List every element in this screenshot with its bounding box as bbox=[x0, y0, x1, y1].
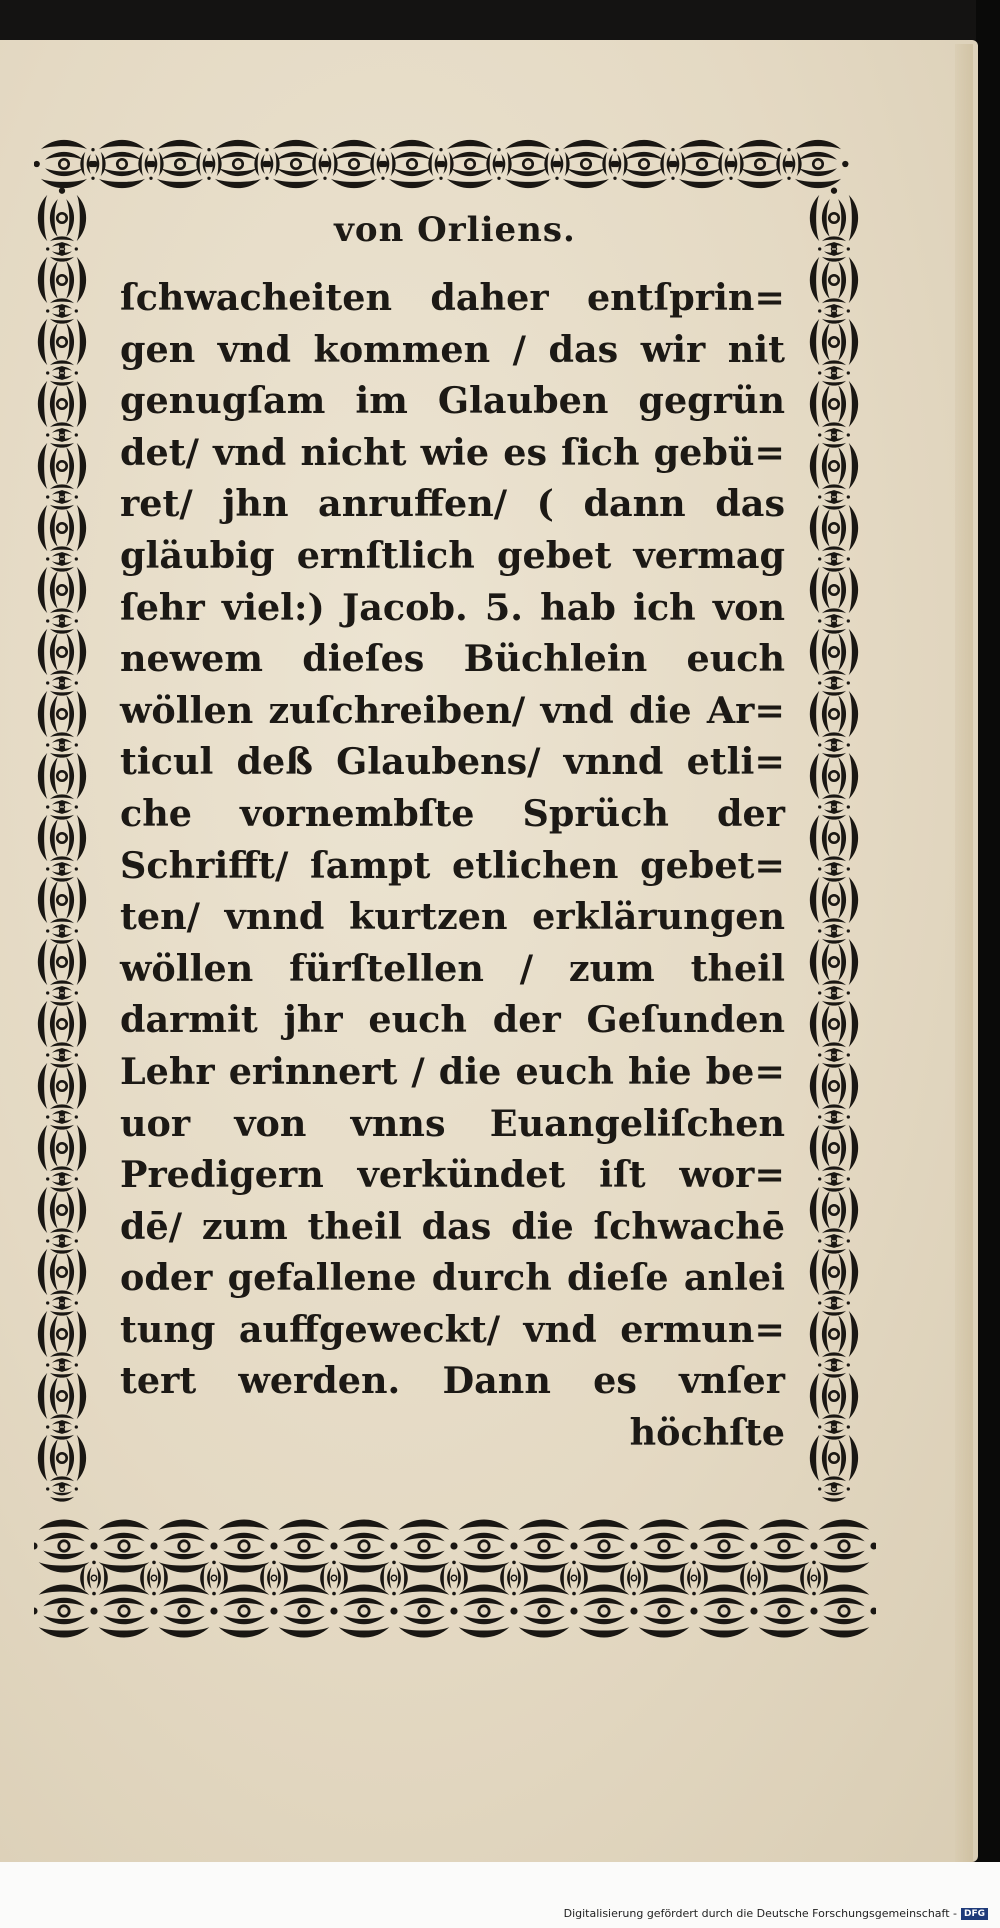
ornament-motif bbox=[571, 1585, 638, 1638]
ornament-motif bbox=[91, 1520, 158, 1573]
ornament-motif bbox=[46, 484, 78, 509]
scan-background-right bbox=[976, 0, 1000, 1928]
text-line: darmit jhr euch der Geſunden bbox=[120, 998, 785, 1042]
ornament-motif bbox=[451, 1585, 518, 1638]
ornament-motif bbox=[46, 1414, 78, 1439]
ornament-motif bbox=[818, 980, 850, 1005]
text-line: newem dieſes Büchlein euch bbox=[120, 637, 785, 681]
ornament-motif bbox=[46, 732, 78, 757]
ornament-motif bbox=[818, 1104, 850, 1129]
ornament-motif bbox=[324, 140, 385, 188]
ornament-motif bbox=[46, 980, 78, 1005]
ornament-motif bbox=[818, 1166, 850, 1191]
ornament-motif bbox=[818, 608, 850, 633]
ornament-motif bbox=[46, 1290, 78, 1315]
ornament-motif bbox=[751, 1585, 818, 1638]
ornament-motif bbox=[818, 422, 850, 447]
ornament-motif bbox=[818, 856, 850, 881]
text-line: genugſam im Glauben gegrün bbox=[120, 379, 785, 423]
ornament-motif bbox=[440, 140, 501, 188]
ornament-motif bbox=[46, 298, 78, 323]
text-line: Lehr erinnert / die euch hie be= bbox=[120, 1049, 785, 1093]
text-line: oder gefallene durch dieſe anlei bbox=[120, 1256, 785, 1300]
ornament-motif bbox=[391, 1520, 458, 1573]
ornament-motif bbox=[331, 1585, 398, 1638]
text-line: che vornembſte Sprüch der bbox=[120, 791, 785, 835]
ornament-motif bbox=[730, 140, 791, 188]
ornament-motif bbox=[614, 140, 675, 188]
ornament-motif bbox=[818, 670, 850, 695]
ornament-motif bbox=[46, 1228, 78, 1253]
ornament-motif bbox=[498, 140, 559, 188]
ornament-motif bbox=[211, 1520, 278, 1573]
text-line: tert werden. Dann es vnſer bbox=[120, 1359, 785, 1403]
ornament-motif bbox=[46, 1166, 78, 1191]
ornament-motif bbox=[818, 1352, 850, 1377]
text-line: ret/ jhn anruffen/ ( dann das bbox=[120, 482, 785, 526]
ornament-motif bbox=[391, 1585, 458, 1638]
ornament-motif bbox=[818, 236, 850, 261]
ornament-motif bbox=[46, 794, 78, 819]
ornament-motif bbox=[818, 1042, 850, 1067]
text-line: Predigern verkündet iſt wor= bbox=[120, 1153, 785, 1197]
text-line: ticul deß Glaubens/ vnnd etli= bbox=[120, 740, 785, 784]
ornament-motif bbox=[751, 1520, 818, 1573]
page-edge-shadow bbox=[955, 44, 973, 1862]
ornament-motif bbox=[271, 1520, 338, 1573]
ornament-motif bbox=[46, 546, 78, 571]
text-line: det/ vnd nicht wie es ſich gebü= bbox=[120, 430, 785, 474]
text-line: dē/ zum theil das die ſchwachē bbox=[120, 1204, 785, 1248]
ornament-motif bbox=[818, 546, 850, 571]
ornament-motif bbox=[631, 1585, 698, 1638]
footer-credit-text: Digitalisierung gefördert durch die Deutsche Forschungsgemeinschaft - bbox=[563, 1907, 957, 1920]
ornament-motif bbox=[811, 1585, 876, 1638]
ornament-motif bbox=[46, 422, 78, 447]
ornament-motif bbox=[818, 794, 850, 819]
ornament-motif bbox=[818, 484, 850, 509]
ornament-motif bbox=[92, 140, 153, 188]
digitization-footer bbox=[0, 1862, 1000, 1928]
ornament-motif bbox=[818, 1414, 850, 1439]
ornament-motif bbox=[631, 1520, 698, 1573]
text-line: ſehr viel:) Jacob. 5. hab ich von bbox=[120, 585, 785, 629]
ornament-motif bbox=[271, 1585, 338, 1638]
ornament-motif bbox=[208, 140, 269, 188]
ornament-motif bbox=[818, 360, 850, 385]
ornament-motif bbox=[811, 1520, 876, 1573]
ornament-motif bbox=[91, 1585, 158, 1638]
text-line: Schrifft/ ſampt etlichen gebet= bbox=[120, 843, 785, 887]
ornament-motif bbox=[46, 670, 78, 695]
ornament-motif bbox=[46, 1476, 78, 1501]
ornament-motif bbox=[818, 298, 850, 323]
ornament-motif bbox=[46, 1104, 78, 1129]
ornament-motif bbox=[672, 140, 733, 188]
ornament-motif bbox=[46, 236, 78, 261]
ornament-motif bbox=[34, 1585, 97, 1638]
ornament-motif bbox=[46, 1042, 78, 1067]
text-line: wöllen fürſtellen / zum theil bbox=[120, 946, 785, 990]
ornament-motif bbox=[46, 918, 78, 943]
text-line: gläubig ernſtlich gebet vermag bbox=[120, 533, 785, 577]
text-line: gen vnd kommen / das wir nit bbox=[120, 327, 785, 371]
ornament-motif bbox=[151, 1585, 218, 1638]
text-line: uor von vnns Euangeliſchen bbox=[120, 1101, 785, 1145]
ornament-motif bbox=[818, 918, 850, 943]
ornament-motif bbox=[511, 1520, 578, 1573]
ornament-motif bbox=[818, 1290, 850, 1315]
ornament-motif bbox=[46, 856, 78, 881]
ornament-motif bbox=[331, 1520, 398, 1573]
ornament-motif bbox=[818, 1228, 850, 1253]
body-text bbox=[120, 272, 785, 1459]
scan-background-top bbox=[0, 0, 1000, 44]
text-line: tung auffgeweckt/ vnd ermun= bbox=[120, 1307, 785, 1351]
running-header: von Orliens. bbox=[334, 210, 576, 250]
ornament-motif bbox=[451, 1520, 518, 1573]
text-line: ſchwacheiten daher entſprin= bbox=[120, 276, 785, 319]
ornament-motif bbox=[691, 1520, 758, 1573]
ornament-motif bbox=[818, 1476, 850, 1501]
ornament-motif bbox=[556, 140, 617, 188]
ornament-motif bbox=[571, 1520, 638, 1573]
text-line: ten/ vnnd kurtzen erklärungen bbox=[120, 895, 785, 939]
ornament-motif bbox=[511, 1585, 578, 1638]
text-line: wöllen zuſchreiben/ vnd die Ar= bbox=[120, 688, 785, 732]
ornament-motif bbox=[788, 140, 849, 188]
ornament-motif bbox=[266, 140, 327, 188]
ornament-motif bbox=[34, 140, 94, 188]
catchword: höchſte bbox=[629, 1411, 785, 1455]
ornament-motif bbox=[46, 608, 78, 633]
ornament-motif bbox=[46, 1352, 78, 1377]
dfg-logo: DFG bbox=[961, 1908, 988, 1920]
ornament-motif bbox=[46, 360, 78, 385]
ornament-motif bbox=[211, 1585, 278, 1638]
ornament-motif bbox=[150, 140, 211, 188]
ornament-motif bbox=[34, 1520, 97, 1573]
ornament-motif bbox=[818, 732, 850, 757]
footer-credit-row bbox=[564, 1907, 988, 1920]
ornament-motif bbox=[382, 140, 443, 188]
ornament-motif bbox=[691, 1585, 758, 1638]
ornament-motif bbox=[151, 1520, 218, 1573]
